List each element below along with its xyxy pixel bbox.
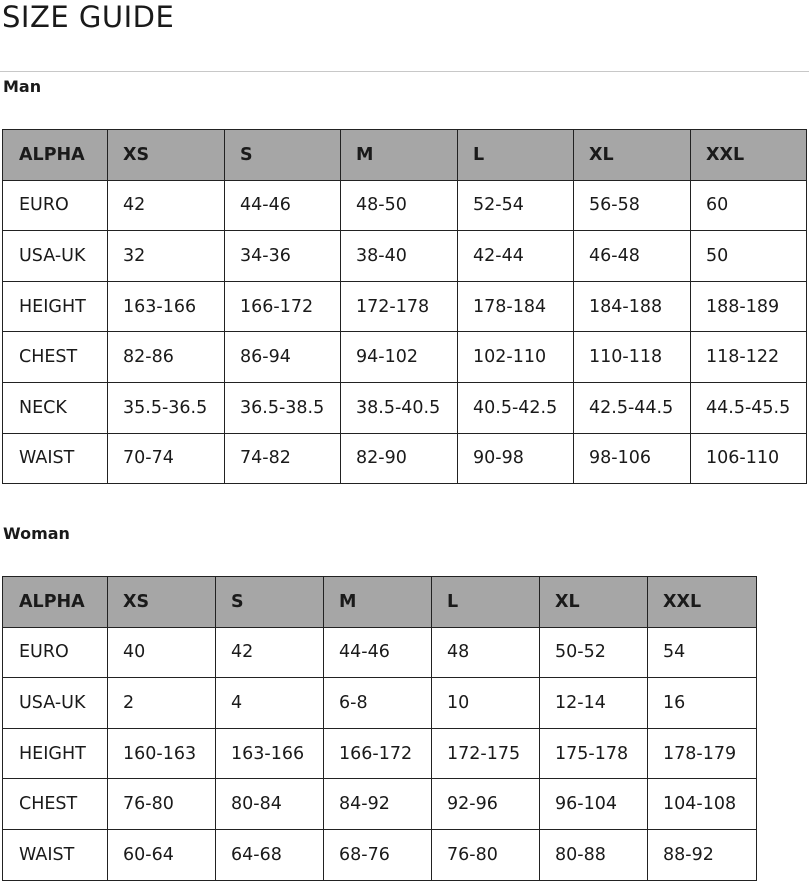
table-cell: 178-179 [648,728,757,779]
table-cell: 70-74 [108,433,225,484]
table-cell: 6-8 [324,678,432,729]
table-cell: 172-175 [432,728,540,779]
column-header: L [458,130,574,181]
table-cell: 163-166 [108,281,225,332]
table-cell: 68-76 [324,829,432,880]
row-label: HEIGHT [3,281,108,332]
table-row [3,180,807,231]
row-label: CHEST [3,779,108,830]
table-header-row [3,130,807,181]
table-cell: 54 [648,627,757,678]
table-cell: 160-163 [108,728,216,779]
table-cell: 48-50 [341,180,458,231]
table-cell: 36.5-38.5 [225,382,341,433]
table-cell: 48 [432,627,540,678]
column-header: ALPHA [3,130,108,181]
table-cell: 188-189 [691,281,807,332]
column-header: M [324,577,432,628]
table-cell: 166-172 [225,281,341,332]
row-label: HEIGHT [3,728,108,779]
table-row [3,332,807,383]
row-label: CHEST [3,332,108,383]
table-cell: 2 [108,678,216,729]
table-cell: 175-178 [540,728,648,779]
table-cell: 80-88 [540,829,648,880]
size-table-man [2,129,807,484]
table-cell: 82-90 [341,433,458,484]
table-cell: 172-178 [341,281,458,332]
row-label: EURO [3,180,108,231]
table-cell: 35.5-36.5 [108,382,225,433]
column-header: XL [574,130,691,181]
row-label: EURO [3,627,108,678]
table-cell: 40.5-42.5 [458,382,574,433]
table-cell: 32 [108,231,225,282]
table-cell: 94-102 [341,332,458,383]
table-cell: 88-92 [648,829,757,880]
table-cell: 34-36 [225,231,341,282]
table-cell: 42.5-44.5 [574,382,691,433]
table-cell: 12-14 [540,678,648,729]
column-header: XXL [691,130,807,181]
table-cell: 42 [108,180,225,231]
table-cell: 80-84 [216,779,324,830]
table-cell: 44-46 [225,180,341,231]
column-header: ALPHA [3,577,108,628]
table-cell: 46-48 [574,231,691,282]
row-label: WAIST [3,433,108,484]
table-row [3,829,757,880]
table-cell: 42 [216,627,324,678]
table-cell: 42-44 [458,231,574,282]
table-row [3,678,757,729]
row-label: USA-UK [3,678,108,729]
table-cell: 82-86 [108,332,225,383]
table-cell: 60 [691,180,807,231]
table-row [3,231,807,282]
table-cell: 10 [432,678,540,729]
table-cell: 98-106 [574,433,691,484]
table-cell: 60-64 [108,829,216,880]
table-cell: 50 [691,231,807,282]
table-cell: 184-188 [574,281,691,332]
table-cell: 38.5-40.5 [341,382,458,433]
table-cell: 96-104 [540,779,648,830]
table-header-row [3,577,757,628]
table-cell: 118-122 [691,332,807,383]
table-cell: 44.5-45.5 [691,382,807,433]
column-header: M [341,130,458,181]
table-cell: 102-110 [458,332,574,383]
table-cell: 163-166 [216,728,324,779]
column-header: L [432,577,540,628]
table-cell: 76-80 [108,779,216,830]
page-title: SIZE GUIDE [2,0,175,34]
table-cell: 106-110 [691,433,807,484]
table-cell: 44-46 [324,627,432,678]
table-cell: 178-184 [458,281,574,332]
table-cell: 52-54 [458,180,574,231]
table-cell: 38-40 [341,231,458,282]
table-cell: 166-172 [324,728,432,779]
column-header: S [216,577,324,628]
column-header: XS [108,130,225,181]
table-row [3,627,757,678]
table-row [3,382,807,433]
table-cell: 50-52 [540,627,648,678]
section-label-man: Man [3,77,42,96]
table-cell: 64-68 [216,829,324,880]
table-cell: 74-82 [225,433,341,484]
row-label: USA-UK [3,231,108,282]
column-header: XS [108,577,216,628]
table-cell: 76-80 [432,829,540,880]
column-header: XXL [648,577,757,628]
table-row [3,728,757,779]
table-cell: 90-98 [458,433,574,484]
table-cell: 40 [108,627,216,678]
table-row [3,779,757,830]
table-cell: 86-94 [225,332,341,383]
section-label-woman: Woman [3,524,70,543]
table-cell: 104-108 [648,779,757,830]
table-row [3,433,807,484]
table-cell: 110-118 [574,332,691,383]
row-label: WAIST [3,829,108,880]
table-cell: 56-58 [574,180,691,231]
table-cell: 92-96 [432,779,540,830]
table-cell: 4 [216,678,324,729]
table-cell: 84-92 [324,779,432,830]
column-header: XL [540,577,648,628]
table-cell: 16 [648,678,757,729]
title-divider [0,71,809,72]
table-row [3,281,807,332]
row-label: NECK [3,382,108,433]
column-header: S [225,130,341,181]
size-table-woman [2,576,757,881]
